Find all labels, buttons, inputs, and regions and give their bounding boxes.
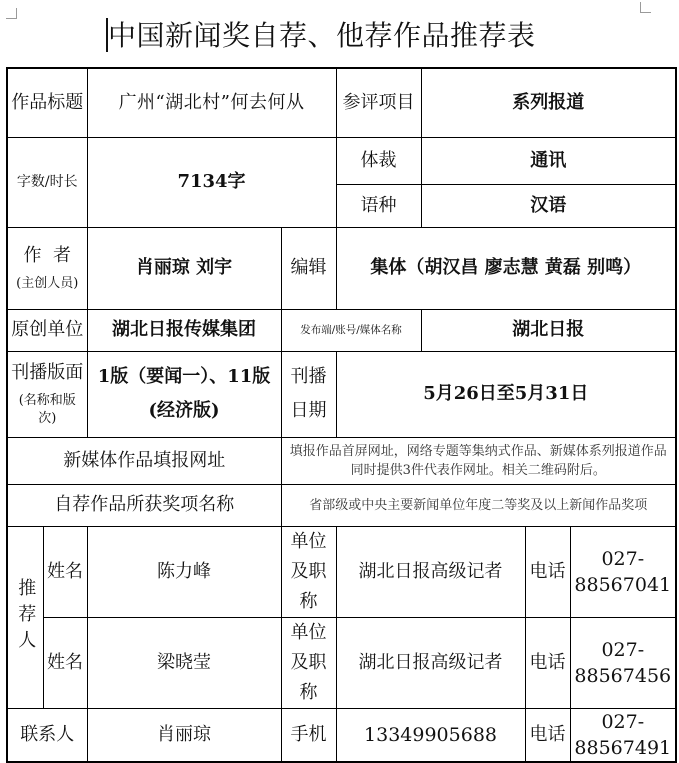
recommendation-form-table bbox=[6, 67, 677, 763]
author-value: 肖丽琼 刘宇 bbox=[87, 227, 281, 309]
editor-label: 编辑 bbox=[281, 227, 336, 309]
contact-name: 肖丽琼 bbox=[87, 708, 281, 762]
recommender-2-unit-label: 单位及职称 bbox=[281, 617, 336, 708]
edition-cell bbox=[7, 351, 87, 437]
recommender-row-1 bbox=[7, 526, 676, 617]
edition-value: 1版（要闻一）、11版(经济版) bbox=[87, 351, 281, 437]
publisher-value: 湖北日报 bbox=[421, 309, 676, 351]
row-length-genre bbox=[7, 137, 676, 184]
recommender-2-unit: 湖北日报高级记者 bbox=[336, 617, 525, 708]
origin-unit-label: 原创单位 bbox=[7, 309, 87, 351]
pub-date-label: 刊播日期 bbox=[281, 351, 336, 437]
row-origin-unit bbox=[7, 309, 676, 351]
category-label: 参评项目 bbox=[336, 68, 421, 137]
publisher-label: 发布端/账号/媒体名称 bbox=[281, 309, 421, 351]
work-title-label: 作品标题 bbox=[7, 68, 87, 137]
recommender-1-unit: 湖北日报高级记者 bbox=[336, 526, 525, 617]
pub-date-value: 5月26日至5月31日 bbox=[336, 351, 676, 437]
author-cell bbox=[7, 227, 87, 309]
recommender-label: 推荐人 bbox=[7, 526, 43, 708]
length-value: 7134字 bbox=[87, 137, 336, 227]
language-label: 语种 bbox=[336, 184, 421, 227]
mobile-value: 13349905688 bbox=[336, 708, 525, 762]
contact-phone-value: 027-88567491 bbox=[570, 708, 676, 762]
document-title: 中国新闻奖自荐、他荐作品推荐表 bbox=[108, 19, 536, 52]
recommender-1-name-label: 姓名 bbox=[43, 526, 87, 617]
contact-phone-label: 电话 bbox=[525, 708, 570, 762]
genre-label: 体裁 bbox=[336, 137, 421, 184]
author-label: 作 者 bbox=[23, 245, 71, 266]
margin-corner-mark-left bbox=[6, 8, 17, 19]
recommender-row-2 bbox=[7, 617, 676, 708]
margin-corner-mark-right bbox=[640, 2, 651, 13]
row-newmedia-url bbox=[7, 437, 676, 484]
recommender-2-name: 梁晓莹 bbox=[87, 617, 281, 708]
language-value: 汉语 bbox=[421, 184, 676, 227]
author-hint: (主创人员) bbox=[16, 276, 79, 291]
row-work-title bbox=[7, 68, 676, 137]
category-value: 系列报道 bbox=[421, 68, 676, 137]
row-author bbox=[7, 227, 676, 309]
recommender-1-unit-label: 单位及职称 bbox=[281, 526, 336, 617]
recommender-2-name-label: 姓名 bbox=[43, 617, 87, 708]
origin-unit-value: 湖北日报传媒集团 bbox=[87, 309, 281, 351]
awards-label: 自荐作品所获奖项名称 bbox=[7, 484, 281, 526]
length-label: 字数/时长 bbox=[7, 137, 87, 227]
awards-value: 省部级或中央主要新闻单位年度二等奖及以上新闻作品奖项 bbox=[281, 484, 676, 526]
genre-value: 通讯 bbox=[421, 137, 676, 184]
recommender-2-phone-label: 电话 bbox=[525, 617, 570, 708]
recommender-1-name: 陈力峰 bbox=[87, 526, 281, 617]
newmedia-url-value: 填报作品首屏网址，网络专题等集纳式作品、新媒体系列报道作品同时提供3件代表作网址。相关二维码附后。 bbox=[281, 437, 676, 484]
recommender-2-phone: 027-88567456 bbox=[570, 617, 676, 708]
recommender-1-phone: 027-88567041 bbox=[570, 526, 676, 617]
row-awards bbox=[7, 484, 676, 526]
edition-label: 刊播版面 bbox=[11, 362, 84, 383]
newmedia-url-label: 新媒体作品填报网址 bbox=[7, 437, 281, 484]
recommender-1-phone-label: 电话 bbox=[525, 526, 570, 617]
mobile-label: 手机 bbox=[281, 708, 336, 762]
contact-label: 联系人 bbox=[7, 708, 87, 762]
editor-value: 集体（胡汉昌 廖志慧 黄磊 别鸣） bbox=[336, 227, 676, 309]
work-title-value: 广州“湖北村”何去何从 bbox=[87, 68, 336, 137]
edition-hint: (名称和版次) bbox=[18, 393, 76, 426]
row-contact bbox=[7, 708, 676, 762]
row-edition bbox=[7, 351, 676, 437]
